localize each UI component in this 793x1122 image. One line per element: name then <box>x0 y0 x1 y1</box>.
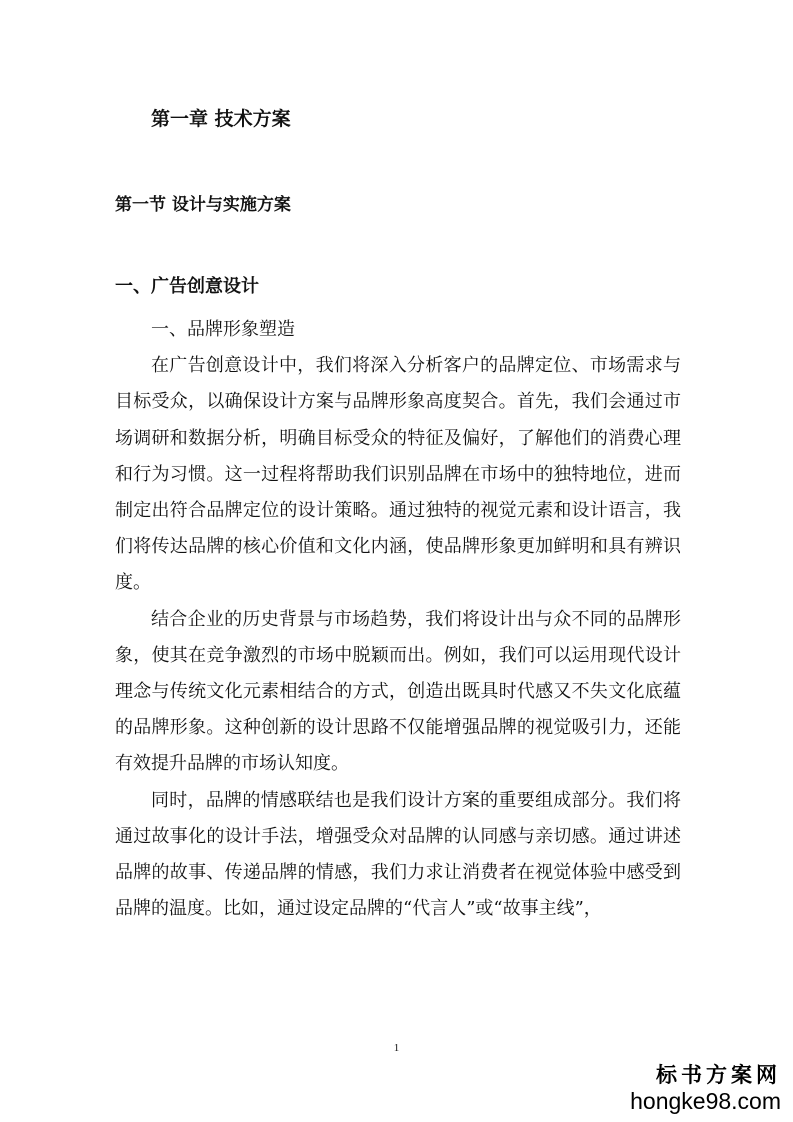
watermark-url: hongke98.com <box>630 1088 781 1114</box>
item-heading: 一、品牌形象塑造 <box>151 319 295 340</box>
paragraph-1: 在广告创意设计中，我们将深入分析客户的品牌定位、市场需求与目标受众，以确保设计方案与品牌形象高度契合。首先，我们会通过市场调研和数据分析，明确目标受众的特征及偏好，了解他们的消费心理和行为习惯。这一过程将帮助我们识别品牌在市场中的独特地位，进而制定出符合品牌定位的设计策略。通过独特的视觉元素和设计语言，我们将传达品牌的核心价值和文化内涵，使品牌形象更加鲜明和具有辨识度。 <box>115 355 681 594</box>
paragraph-2: 结合企业的历史背景与市场趋势，我们将设计出与众不同的品牌形象，使其在竞争激烈的市场中脱颖而出。例如，我们可以运用现代设计理念与传统文化元素相结合的方式，创造出既具时代感又不失文化底蕴的品牌形象。这种创新的设计思路不仅能增强品牌的视觉吸引力，还能有效提升品牌的市场认知度。 <box>115 608 681 775</box>
watermark <box>630 1062 781 1114</box>
section-title: 第一节 设计与实施方案 <box>115 195 291 215</box>
watermark-site-name: 标书方案网 <box>656 1062 781 1087</box>
subsection-title: 一、广告创意设计 <box>115 276 259 297</box>
page-number: 1 <box>393 1042 400 1054</box>
paragraph-3: 同时，品牌的情感联结也是我们设计方案的重要组成部分。我们将通过故事化的设计手法，增强受众对品牌的认同感与亲切感。通过讲述品牌的故事、传递品牌的情感，我们力求让消费者在视觉体验中感受到品牌的温度。比如，通过设定品牌的“代言人”或“故事主线”， <box>115 789 681 920</box>
chapter-title: 第一章 技术方案 <box>151 108 291 130</box>
body-text <box>115 312 681 927</box>
